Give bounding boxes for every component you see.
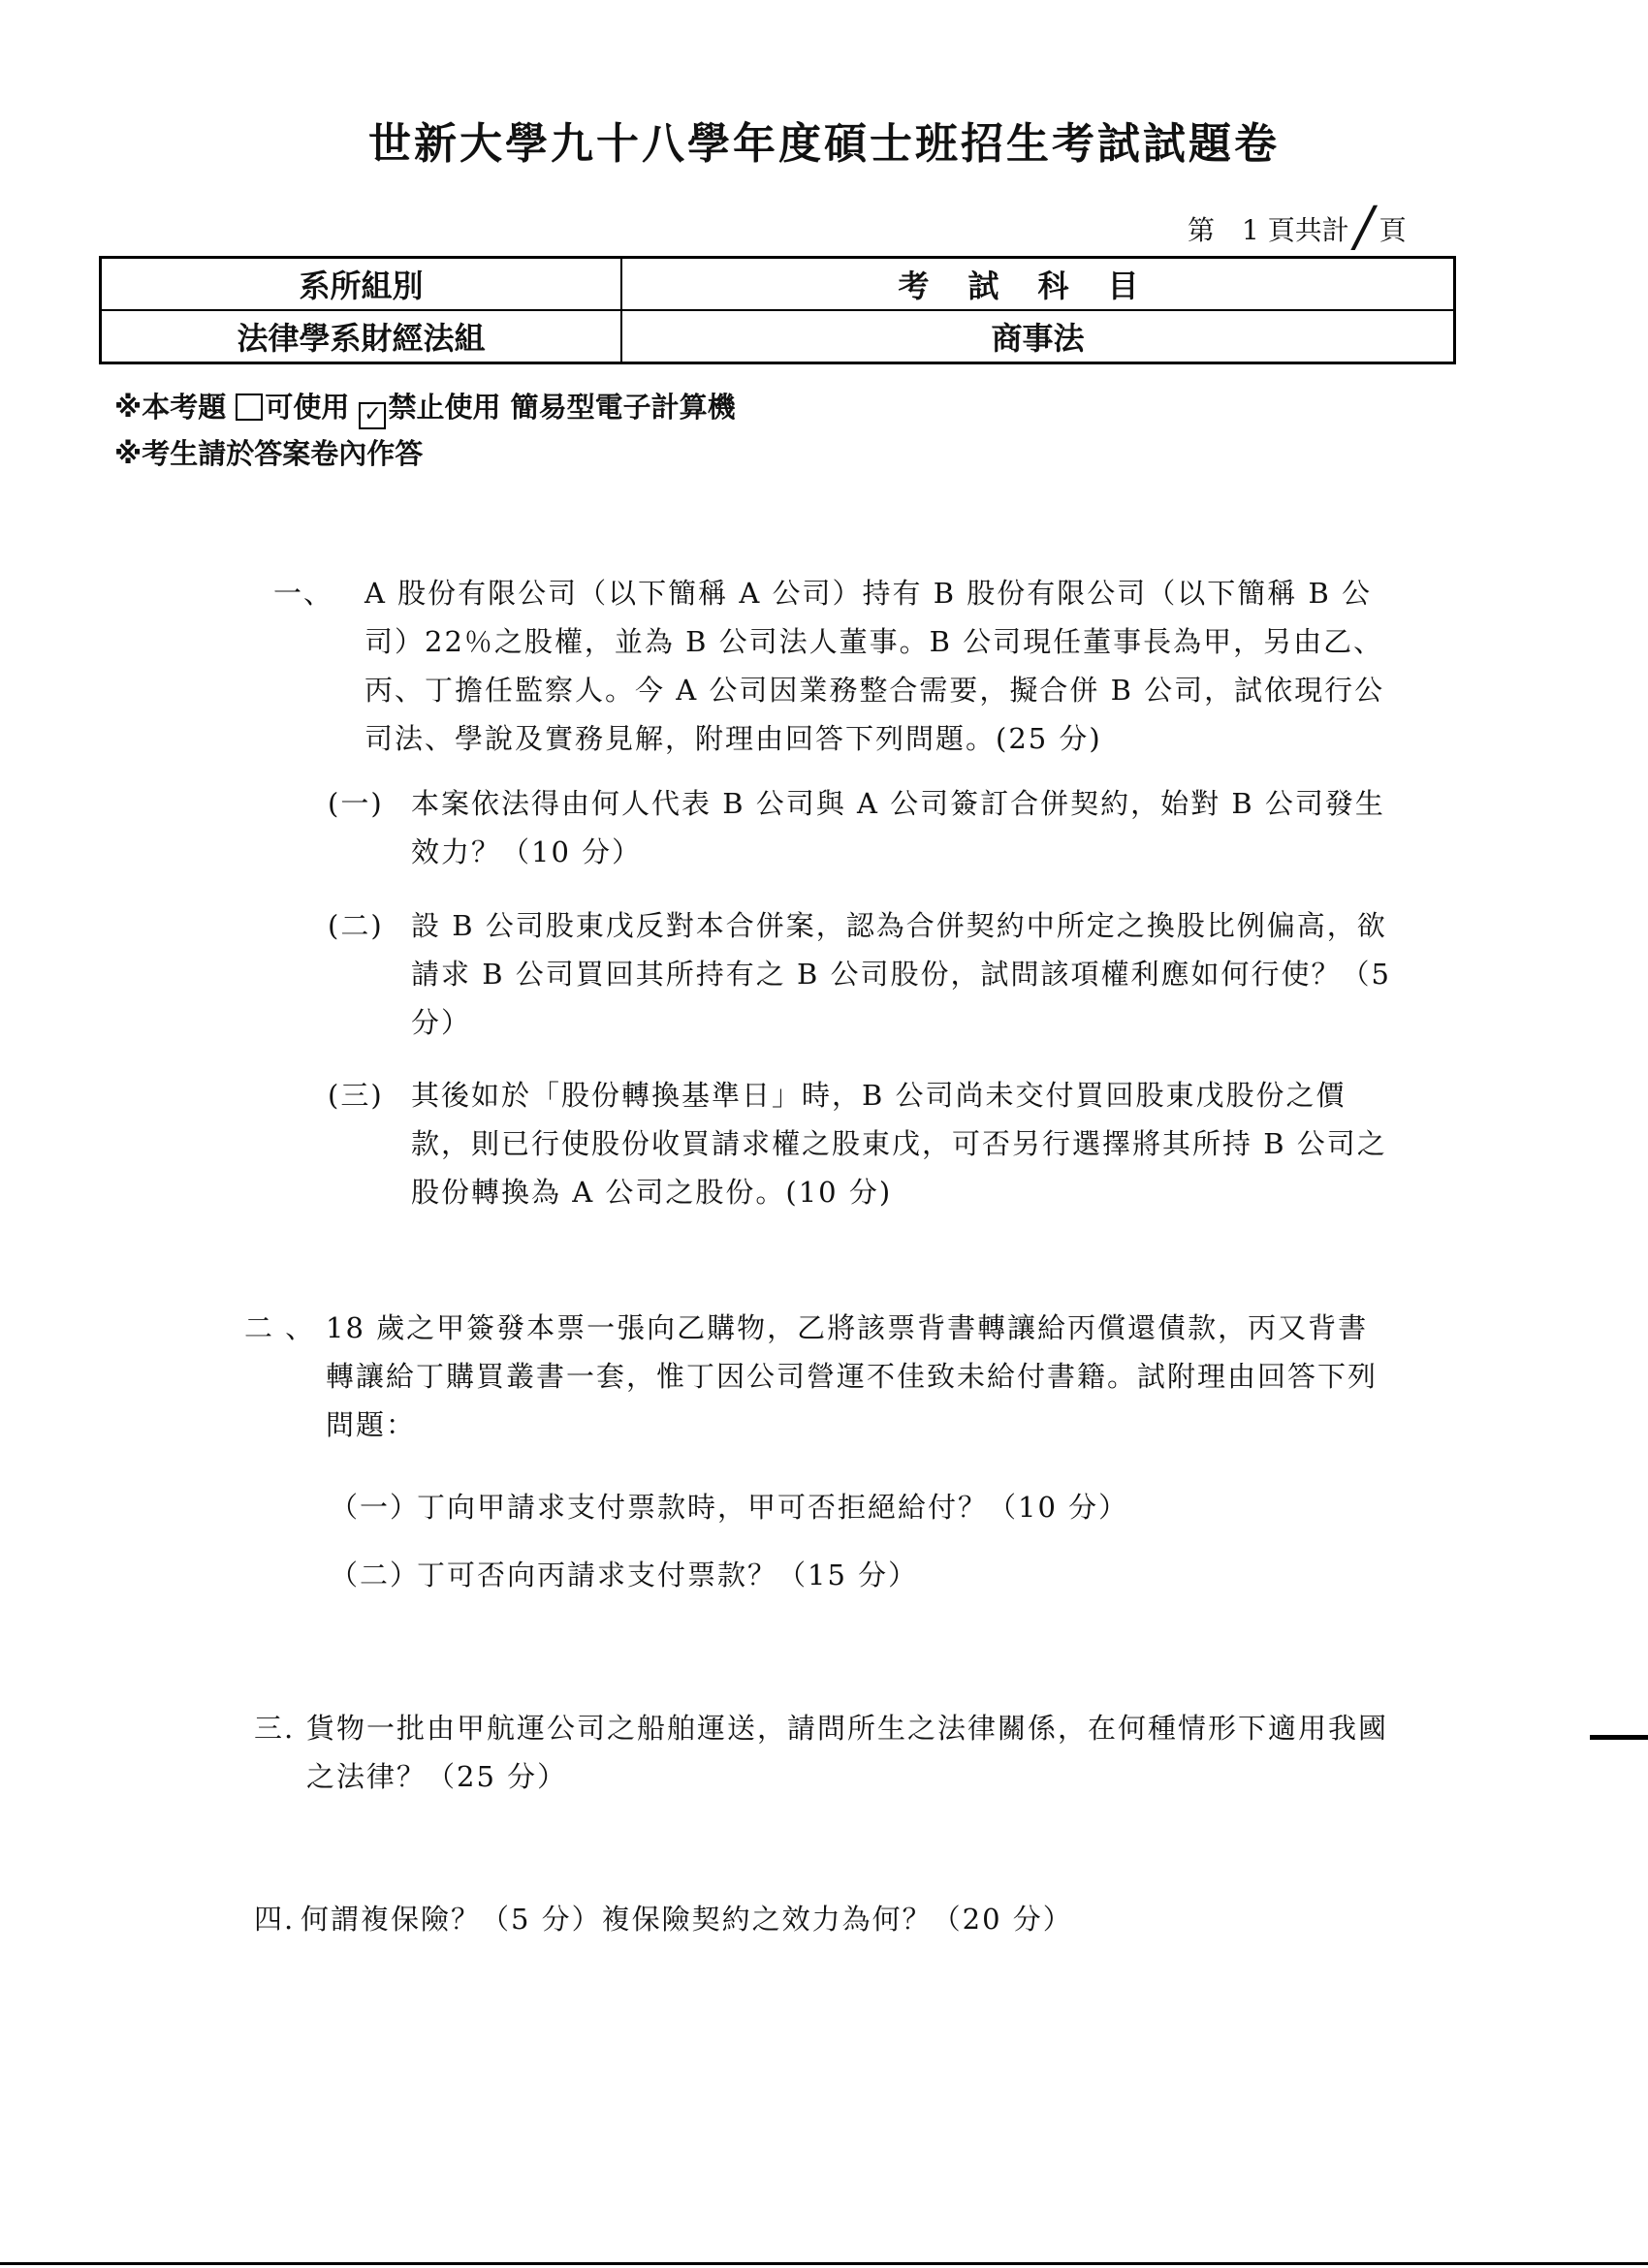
exam-title: 世新大學九十八學年度碩士班招生考試試題卷 — [368, 119, 1280, 169]
sub-number: （一） — [330, 1491, 421, 1524]
sub-number: (三) — [328, 1079, 384, 1112]
answer-notice: ※考生請於答案卷內作答 — [114, 437, 424, 470]
dept-value: 法律學系財經法組 — [101, 310, 622, 363]
sub-question-text: 設 B 公司股東戊反對本合併案，認為合併契約中所定之換股比例偏高，欲請求 B 公司買回其所持有之 B 公司股份，試問該項權利應如何行使？（5 分） — [411, 909, 1391, 1039]
sub-question-text: 丁向甲請求支付票款時，甲可否拒絕給付？（10 分） — [417, 1491, 1129, 1524]
subject-value: 商事法 — [621, 310, 1455, 363]
question-number: 一、 — [273, 577, 334, 610]
sub-question-text: 其後如於「股份轉換基準日」時，B 公司尚未交付買回股東戊股份之價款，則已行使股份收買請求權之股東戊，可否另行選擇將其所持 B 公司之股份轉換為 A 公司之股份。(10 分) — [411, 1079, 1387, 1209]
question-text: A 股份有限公司（以下簡稱 A 公司）持有 B 股份有限公司（以下簡稱 B 公司）22％之股權，並為 B 公司法人董事。B 公司現任董事長為甲，另由乙、丙、丁擔任監察人。今 A 公司因業務整合需要，擬合併 B 公司，試依現行公司法、學說及實務見解，附理由回答下列問題。(25 分) — [364, 577, 1385, 755]
page-prefix: 第 1 頁共計 — [1188, 214, 1349, 246]
notice-prefix: ※本考題 — [114, 391, 227, 424]
question-text: 何謂複保險？（5 分）複保險契約之效力為何？（20 分） — [301, 1903, 1073, 1936]
sub-number: (二) — [328, 909, 384, 942]
sub-question-text: 丁可否向丙請求支付票款？（15 分） — [417, 1559, 919, 1591]
page-number: 第 1 頁共計 / 頁 — [1188, 196, 1407, 259]
forbid-label: 禁止使用 — [388, 391, 501, 424]
question-number: 三. — [254, 1712, 296, 1745]
dept-header: 系所組別 — [101, 258, 622, 311]
question-number: 二 、 — [244, 1311, 316, 1344]
sub-number: (一) — [328, 787, 384, 820]
info-table — [99, 256, 1456, 364]
allow-label: 可使用 — [265, 391, 350, 424]
question-number: 四. — [254, 1903, 296, 1936]
calculator-notice — [114, 386, 736, 429]
page-suffix: 頁 — [1379, 214, 1407, 246]
subject-header: 考試科目 — [621, 258, 1455, 311]
scan-mark — [1590, 1735, 1648, 1740]
question-text: 18 歲之甲簽發本票一張向乙購物，乙將該票背書轉讓給丙償還債款，丙又背書轉讓給丁購買叢書一套，惟丁因公司營運不佳致未給付書籍。試附理由回答下列問題： — [326, 1311, 1379, 1441]
question-text: 貨物一批由甲航運公司之船舶運送，請問所生之法律關係，在何種情形下適用我國之法律？（25 分） — [306, 1712, 1389, 1793]
notice-suffix: 簡易型電子計算機 — [510, 391, 736, 424]
sub-question-text: 本案依法得由何人代表 B 公司與 A 公司簽訂合併契約，始對 B 公司發生效力？（10 分） — [411, 787, 1385, 868]
sub-number: （二） — [330, 1559, 421, 1591]
forbid-checkbox: ✓ — [359, 402, 386, 429]
scan-edge-line — [0, 2262, 1648, 2265]
allow-checkbox — [236, 394, 263, 421]
